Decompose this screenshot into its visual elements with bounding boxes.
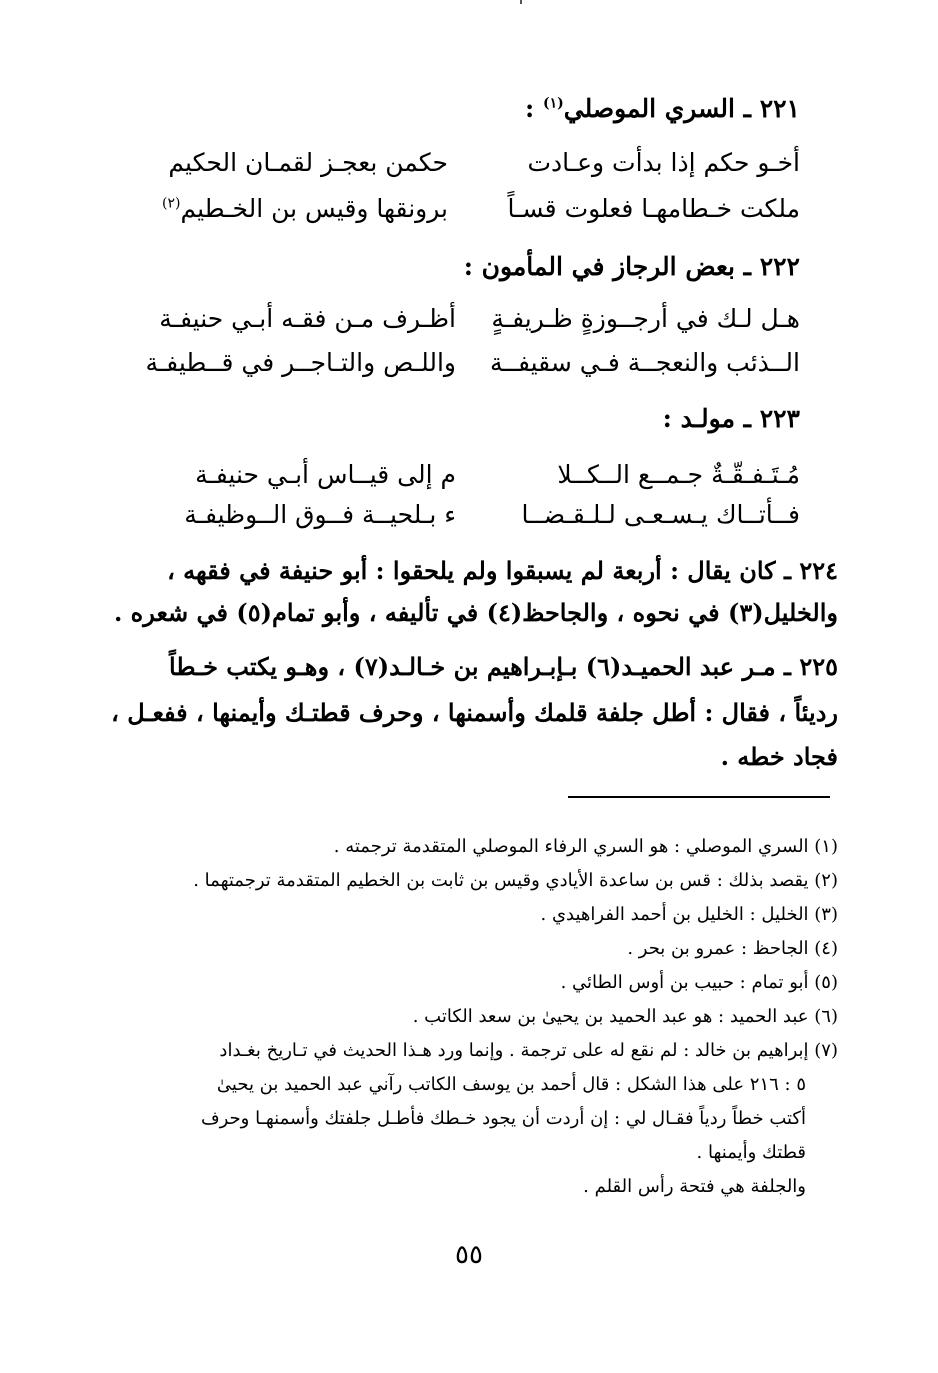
footnote-ref-1: (١) xyxy=(542,95,564,112)
footnote-3: (٣) الخليل : الخليل بن أحمد الفراهيدي . xyxy=(540,904,838,925)
footnote-2: (٢) يقصد بذلك : قس بن ساعدة الأيادي وقيس بن ثابت بن الخطيم المتقدمة ترجمتهما . xyxy=(193,870,838,891)
top-edge-mark xyxy=(520,0,522,4)
verse-222-1-hemistich-left: أظـرف مـن فقـه أبـي حنيفـة xyxy=(159,304,456,333)
verse-221-2-hemistich-right: ملكت خـطامهـا فعلوت قسـاً xyxy=(507,194,800,223)
footnote-7-line-1: (٧) إبراهيم بن خالد : لم نقع له على ترجمة . وإنما ورد هـذا الحديث في تـاريخ بغـداد xyxy=(219,1040,838,1061)
verse-221-1-hemistich-left: حكمن بعجـز لقمـان الحكيم xyxy=(168,148,448,177)
page-number: ٥٥ xyxy=(455,1240,483,1270)
footnote-7-line-4: قطتك وأيمنها . xyxy=(696,1142,806,1163)
verse-221-1-hemistich-right: أخـو حكم إذا بدأت وعـادت xyxy=(527,148,800,177)
footnote-7-line-2: ٥ : ٢١٦ على هذا الشكل : قال أحمد بن يوسف الكاتب رآني عبد الحميد بن يحيىٰ xyxy=(216,1074,806,1095)
footnote-6: (٦) عبد الحميد : هو عبد الحميد بن يحيىٰ بن سعد الكاتب . xyxy=(412,1006,838,1027)
entry-221-colon: : xyxy=(525,94,543,123)
entry-222-heading: ٢٢٢ ـ بعض الرجاز في المأمون : xyxy=(463,252,800,281)
verse-222-2-hemistich-right: الــذئب والنعجــة فـي سقيفــة xyxy=(489,348,800,377)
verse-221-2-left-text: برونقها وقيس بن الخـطيم xyxy=(180,194,448,223)
entry-223-heading: ٢٢٣ ـ مولـد : xyxy=(662,404,800,433)
footnote-separator xyxy=(568,796,830,798)
entry-221-heading xyxy=(525,94,800,123)
verse-223-2-hemistich-left: ء بـلحيــة فــوق الــوظيفـة xyxy=(184,500,456,529)
verse-223-1-hemistich-right: مُـتَـفـقّـةٌ جـمــع الــكــلا xyxy=(557,460,800,489)
footnote-5: (٥) أبو تمام : حبيب بن أوس الطائي . xyxy=(560,972,838,993)
entry-225-line-1: ٢٢٥ ـ مـر عبد الحميـد(٦) بـإبـراهيم بن خـالـد(٧) ، وهـو يكتب خـطاً xyxy=(169,652,838,681)
verse-222-1-hemistich-right: هـل لـك في أرجــوزةٍ ظـريفـةٍ xyxy=(491,304,800,333)
entry-221-title: ٢٢١ ـ السري الموصلي xyxy=(563,94,800,123)
entry-225-line-2: رديئاً ، فقال : أطل جلفة قلمك وأسمنها ، وحرف قطتـك وأيمنها ، ففعـل ، xyxy=(111,698,838,727)
entry-225-line-3: فجاد خطه . xyxy=(720,742,838,771)
verse-223-1-hemistich-left: م إلى قيــاس أبـي حنيفـة xyxy=(195,460,456,489)
footnote-4: (٤) الجاحظ : عمرو بن بحر . xyxy=(627,938,838,959)
footnote-7-line-5: والجلفة هي فتحة رأس القلم . xyxy=(583,1176,806,1197)
verse-222-2-hemistich-left: واللـص والتـاجــر في قــطيفـة xyxy=(145,348,456,377)
entry-224-line-1: ٢٢٤ ـ كان يقال : أربعة لم يسبقوا ولم يلحقوا : أبو حنيفة في فقهه ، xyxy=(167,556,838,585)
footnote-1: (١) السري الموصلي : هو السري الرفاء الموصلي المتقدمة ترجمته . xyxy=(333,836,838,857)
footnote-ref-2: (٢) xyxy=(161,195,181,212)
verse-221-2-hemistich-left xyxy=(162,194,448,223)
footnote-7-line-3: أكتب خطاً ردياً فقـال لي : إن أردت أن يجود خـطك فأطـل جلفتك وأسمنهـا وحرف xyxy=(200,1108,806,1129)
verse-223-2-hemistich-right: فــأتــاك يـسـعـى لـلـقـضــا xyxy=(521,500,800,529)
entry-224-line-2: والخليل(٣) في نحوه ، والجاحظ(٤) في تأليفه ، وأبو تمام(٥) في شعره . xyxy=(113,598,838,627)
